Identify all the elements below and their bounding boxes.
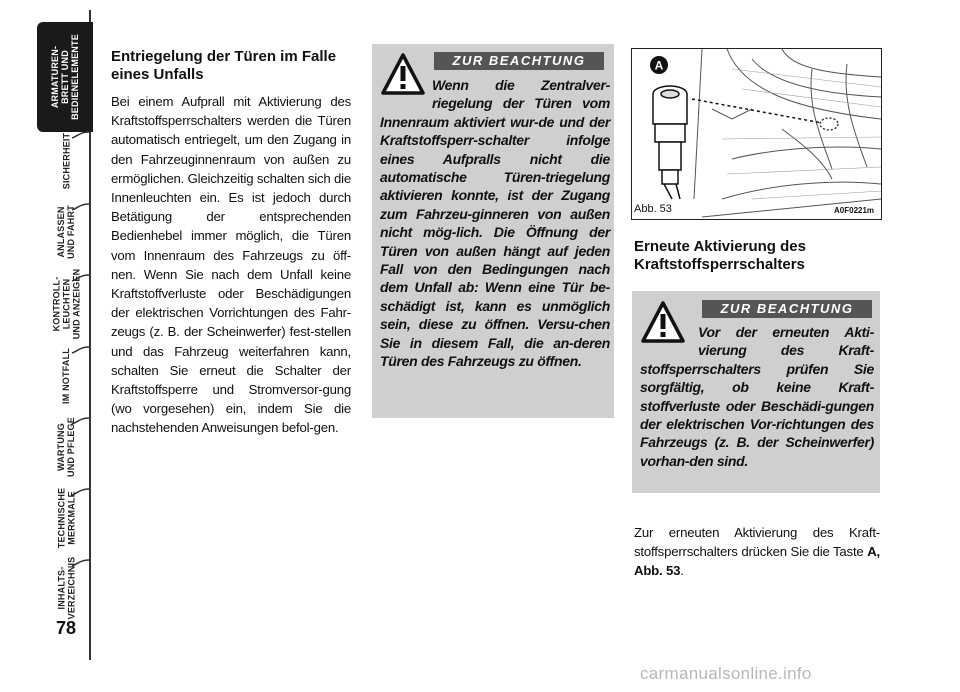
- sidebar-tab-inhaltsverzeichnis[interactable]: INHALTS- VERZEICHNIS: [56, 556, 76, 620]
- watermark: carmanualsonline.info: [640, 664, 812, 683]
- section-title-reaktivierung: Erneute Aktivierung des Kraftstoffsperrschalters: [634, 238, 806, 273]
- sidebar-tab-technische-merkmale[interactable]: TECHNISCHE MERKMALE: [56, 487, 77, 549]
- section-body: Bei einem Aufprall mit Aktivierung des Kraftstoffsperrschalters werden die Türen automatisch entriegelt, um den Zugang in den Fahrzeuginnenraum von außen zu ermöglichen. Gleichzeitig schalten sich die Innenleuchten ein. Es ist jedoch durch Betätigung der entsprechenden Bedienhebel immer möglich, die Türen vom Innenraum des Fahrzeugs zu öff-nen. Wenn Sie nach dem Unfall keine Kraftstoffverluste oder Beschädigungen der elektrischen Vorrichtungen des Fahr-zeugs (z. B. der Scheinwerfer) fest-stellen und das Fahrzeug weiterfahren kann, schalten Sie erneut die Schalter der Kraftstoffsperre und Stromversor-gung (wo vorgesehen) ein, indem Sie die nachstehenden Anweisungen befol-gen.: [111, 94, 351, 436]
- fuel-switch-illustration: [632, 49, 881, 219]
- figure-caption: Abb. 53: [634, 203, 672, 215]
- warning-box-1: [372, 44, 614, 418]
- sidebar-tab-dividers: [60, 10, 92, 630]
- section-title: Entriegelung der Türen im Falle eines Unfalls: [111, 48, 337, 83]
- figure-marker-a: A: [654, 58, 664, 73]
- warning-box-2: [632, 291, 880, 493]
- sidebar-tab-sicherheit[interactable]: SICHERHEIT: [61, 132, 72, 190]
- warning-banner: ZUR BEACHTUNG: [702, 300, 872, 318]
- warning-banner: ZUR BEACHTUNG: [434, 52, 604, 70]
- page-number: 78: [55, 618, 77, 638]
- figure-reference: A, Abb. 53: [634, 544, 880, 578]
- section-unfall-entriegelung: [111, 48, 351, 438]
- sidebar-tab-kontrollleuchten[interactable]: KONTROLL- LEUCHTEN UND ANZEIGEN: [51, 268, 82, 340]
- sidebar-tab-anlassen[interactable]: ANLASSEN UND FAHRT: [56, 205, 77, 259]
- warning-text: Vor der erneuten Akti-vierung des Kraft-stoffsperrschalters prüfen Sie sorgfältig, ob keine Kraft-stoffverluste oder Beschädi-gungen der elektrischen Vor-richtungen des Fahrzeugs (z. B. der Scheinwerfer) vorhan-den sind.: [640, 324, 874, 469]
- figure-fuel-cutoff-switch: [631, 48, 882, 220]
- sidebar-tab-im-notfall[interactable]: IM NOTFALL: [61, 348, 71, 404]
- sidebar-tab-wartung[interactable]: WARTUNG UND PFLEGE: [56, 416, 77, 478]
- figure-code: A0F0221m: [834, 206, 875, 215]
- warning-text: Wenn die Zentralver-riegelung der Türen vom Innenraum aktiviert wur-de und der Kraftstoffsperr-schalter infolge eines Aufpralls nicht die automatische Türen-triegelung aktivieren konnte, ist der Zugang zum Fahrzeu-ginneren von außen nicht mög-lich. Die Öffnung der Türen von außen hängt auf jeden Fall von den Bedingungen nach dem Unfall ab: Wenn eine Tür be-schädigt ist, kann es unmöglich sein, diese zu öffnen. Versu-chen Sie in diesem Fall, die an-deren Türen des Fahrzeugs zu öffnen.: [380, 77, 610, 370]
- sidebar-tab-armaturenbrett[interactable]: ARMATUREN- BRETT UND BEDIENELEMENTE: [37, 22, 93, 132]
- section-body-reaktivierung: Zur erneuten Aktivierung des Kraft-stoffsperrschalters drücken Sie die Taste A, Abb. 53.: [634, 525, 880, 578]
